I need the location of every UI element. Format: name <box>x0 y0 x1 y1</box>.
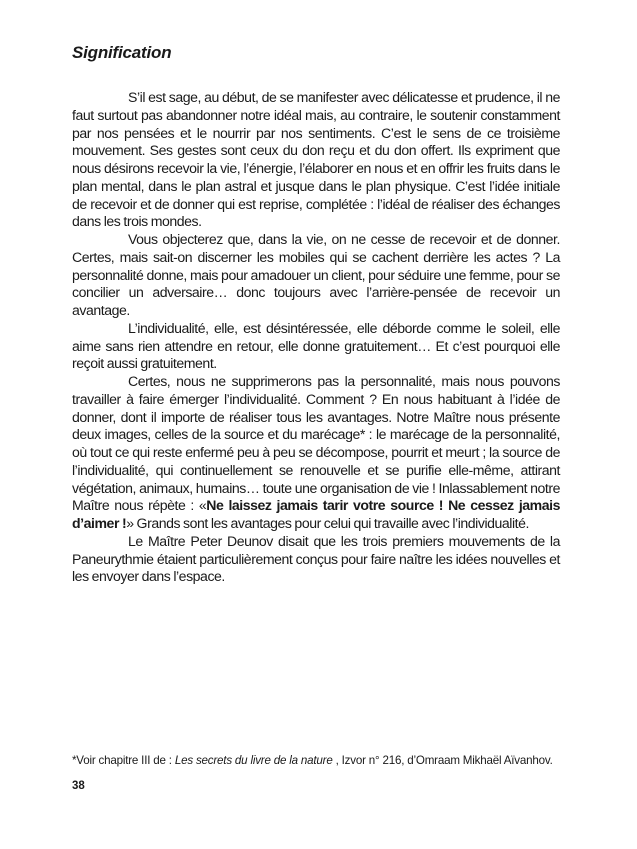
footnote-suffix: , Izvor n° 216, d’Omraam Mikhaël Aïvanhov. <box>332 754 553 767</box>
body-text <box>72 89 560 586</box>
paragraph-1: S’il est sage, au début, de se manifester avec délicatesse et prudence, il ne faut surtout pas abandonner notre idéal mais, au contraire, le soutenir constamment par nos pensées et le nourrir par nos sentiments. C’est le sens de ce troisième mouvement. Ses gestes sont ceux du don reçu et du don offert. Ils expriment que nous désirons recevoir la vie, l’énergie, l’élaborer en nous et en offrir les fruits dans le plan mental, dans le plan astral et jusque dans le plan physique. C’est l’idée initiale de recevoir et de donner qui est reprise, complétée : l’idéal de réaliser des échanges dans les trois mondes. <box>72 89 560 230</box>
paragraph-2: Vous objecterez que, dans la vie, on ne cesse de recevoir et de donner. Certes, mais sait-on discerner les mobiles qui se cachent derrière les actes ? La personnalité donne, mais pour amadouer un client, pour séduire une femme, pour se concilier un adversaire… donc toujours avec l’arrière-pensée de recevoir un avantage. <box>72 231 560 318</box>
paragraph-4 <box>72 373 560 533</box>
footnote <box>72 754 572 767</box>
page-number: 38 <box>72 780 85 792</box>
footnote-prefix: *Voir chapitre III de : <box>72 754 175 767</box>
paragraph-3: L’individualité, elle, est désintéressée, elle déborde comme le soleil, elle aime sans rien attendre en retour, elle donne gratuitement… Et c’est pourquoi elle reçoit aussi gratuitement. <box>72 319 560 372</box>
footnote-book-title: Les secrets du livre de la nature <box>174 754 333 767</box>
paragraph-5: Le Maître Peter Deunov disait que les trois premiers mouvements de la Paneurythmie étaient particulièrement conçus pour faire naître les idées nouvelles et les envoyer dans l’espace. <box>72 532 560 585</box>
paragraph-4-end: » Grands sont les avantages pour celui qui travaille avec l’individualité. <box>126 515 529 531</box>
emphasized-quote: Ne laissez jamais tarir votre source ! Ne cessez jamais d’aimer ! <box>72 497 560 531</box>
paragraph-4-text: Certes, nous ne supprimerons pas la personnalité, mais nous pouvons travailler à faire émerger l’individualité. Comment ? En nous habituant à l’idée de donner, dont il importe de réaliser tous les avantages. Notre Maître nous présente deux images, celles de la source et du marécage* : le marécage de la personnalité, où tout ce qui reste enfermé peu à peu se décompose, pourrit et meurt ; la source de l’individualité, qui continuellement se renouvelle et se purifie elle-même, attirant végétation, animaux, humains… toute une organisation de vie ! Inlassablement notre Maître nous répète : « <box>72 373 560 514</box>
section-heading: Signification <box>72 43 172 62</box>
